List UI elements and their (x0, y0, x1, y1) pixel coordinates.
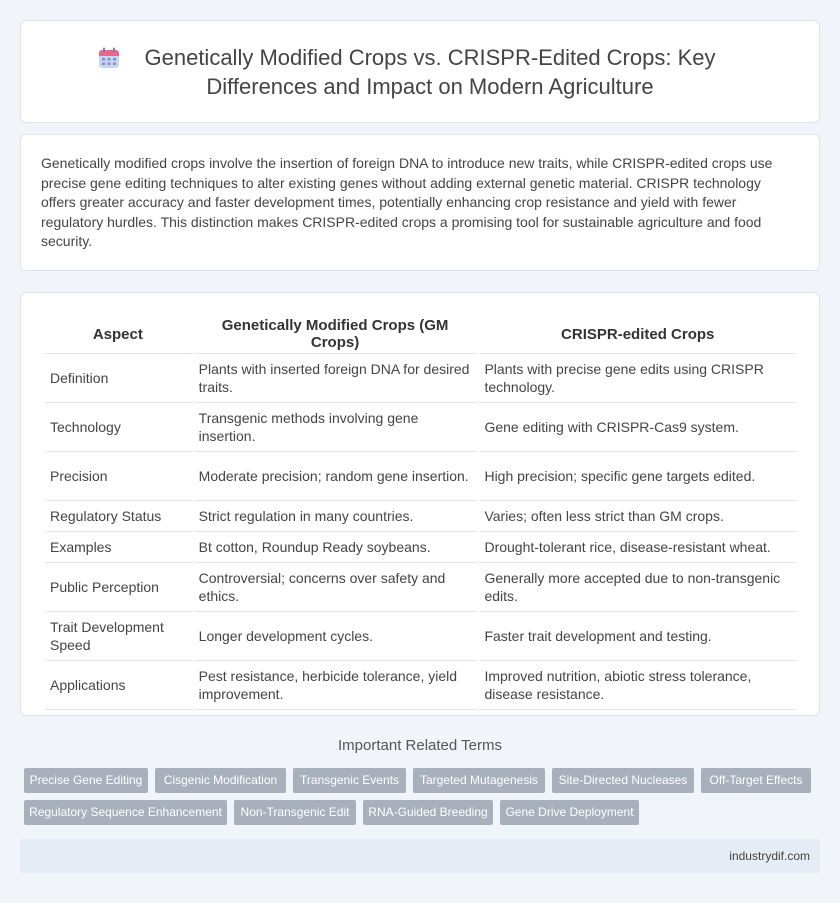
intro-card (20, 134, 820, 271)
row-gm-value: Longer development cycles. (194, 612, 477, 661)
row-gm-value: Plants with inserted foreign DNA for desired traits. (194, 354, 477, 403)
row-aspect: Examples (45, 532, 191, 563)
page-title: Genetically Modified Crops vs. CRISPR-Edited Crops: Key Differences and Impact on Modern Agriculture (144, 45, 716, 99)
tag-regulatory-sequence-enhancement[interactable]: Regulatory Sequence Enhancement (24, 800, 227, 825)
comparison-card (20, 292, 820, 716)
row-aspect: Precision (45, 452, 191, 501)
tag-non-transgenic-edit[interactable]: Non-Transgenic Edit (234, 800, 356, 825)
tag-gene-drive-deployment[interactable]: Gene Drive Deployment (500, 800, 639, 825)
row-aspect: Definition (45, 354, 191, 403)
table-row (45, 612, 796, 661)
footer-site[interactable]: industrydif.com (729, 849, 810, 863)
header-crispr-crops: CRISPR-edited Crops (479, 315, 796, 354)
header-aspect: Aspect (45, 315, 191, 354)
row-gm-value: Strict regulation in many countries. (194, 501, 477, 532)
tag-precise-gene-editing[interactable]: Precise Gene Editing (24, 768, 148, 793)
row-aspect: Regulatory Status (45, 501, 191, 532)
table-row (45, 452, 796, 501)
row-aspect: Trait Development Speed (45, 612, 191, 661)
related-terms-heading: Important Related Terms (338, 737, 502, 754)
row-gm-value: Bt cotton, Roundup Ready soybeans. (194, 532, 477, 563)
table-row (45, 563, 796, 612)
row-crispr-value: High precision; specific gene targets edited. (479, 452, 796, 501)
intro-paragraph: Genetically modified crops involve the insertion of foreign DNA to introduce new traits, while CRISPR-edited crops use precise gene editing techniques to alter existing genes without adding external genetic material. CRISPR technology offers greater accuracy and faster development times, potentially enhancing crop resistance and yield with fewer regulatory hurdles. This distinction makes CRISPR-edited crops a promising tool for sustainable agriculture and food security. (41, 155, 773, 249)
tag-transgenic-events[interactable]: Transgenic Events (293, 768, 406, 793)
row-crispr-value: Generally more accepted due to non-transgenic edits. (479, 563, 796, 612)
row-crispr-value: Drought-tolerant rice, disease-resistant wheat. (479, 532, 796, 563)
row-crispr-value: Plants with precise gene edits using CRISPR technology. (479, 354, 796, 403)
table-header-row (45, 315, 796, 354)
table-row (45, 661, 796, 710)
row-gm-value: Moderate precision; random gene insertion. (194, 452, 477, 501)
row-aspect: Applications (45, 661, 191, 710)
title-card (20, 20, 820, 123)
table-row (45, 532, 796, 563)
row-aspect: Technology (45, 403, 191, 452)
row-crispr-value: Faster trait development and testing. (479, 612, 796, 661)
table-row (45, 403, 796, 452)
tag-site-directed-nucleases[interactable]: Site-Directed Nucleases (552, 768, 694, 793)
tag-rna-guided-breeding[interactable]: RNA-Guided Breeding (363, 800, 493, 825)
footer (20, 839, 820, 873)
row-gm-value: Controversial; concerns over safety and ethics. (194, 563, 477, 612)
header-gm-crops: Genetically Modified Crops (GM Crops) (194, 315, 477, 354)
row-crispr-value: Gene editing with CRISPR-Cas9 system. (479, 403, 796, 452)
row-crispr-value: Varies; often less strict than GM crops. (479, 501, 796, 532)
row-crispr-value: Improved nutrition, abiotic stress tolerance, disease resistance. (479, 661, 796, 710)
comparison-table (42, 315, 799, 710)
row-gm-value: Transgenic methods involving gene insertion. (194, 403, 477, 452)
table-row (45, 354, 796, 403)
row-gm-value: Pest resistance, herbicide tolerance, yield improvement. (194, 661, 477, 710)
tag-off-target-effects[interactable]: Off-Target Effects (701, 768, 811, 793)
tag-targeted-mutagenesis[interactable]: Targeted Mutagenesis (413, 768, 545, 793)
tag-cisgenic-modification[interactable]: Cisgenic Modification (155, 768, 286, 793)
table-row (45, 501, 796, 532)
row-aspect: Public Perception (45, 563, 191, 612)
